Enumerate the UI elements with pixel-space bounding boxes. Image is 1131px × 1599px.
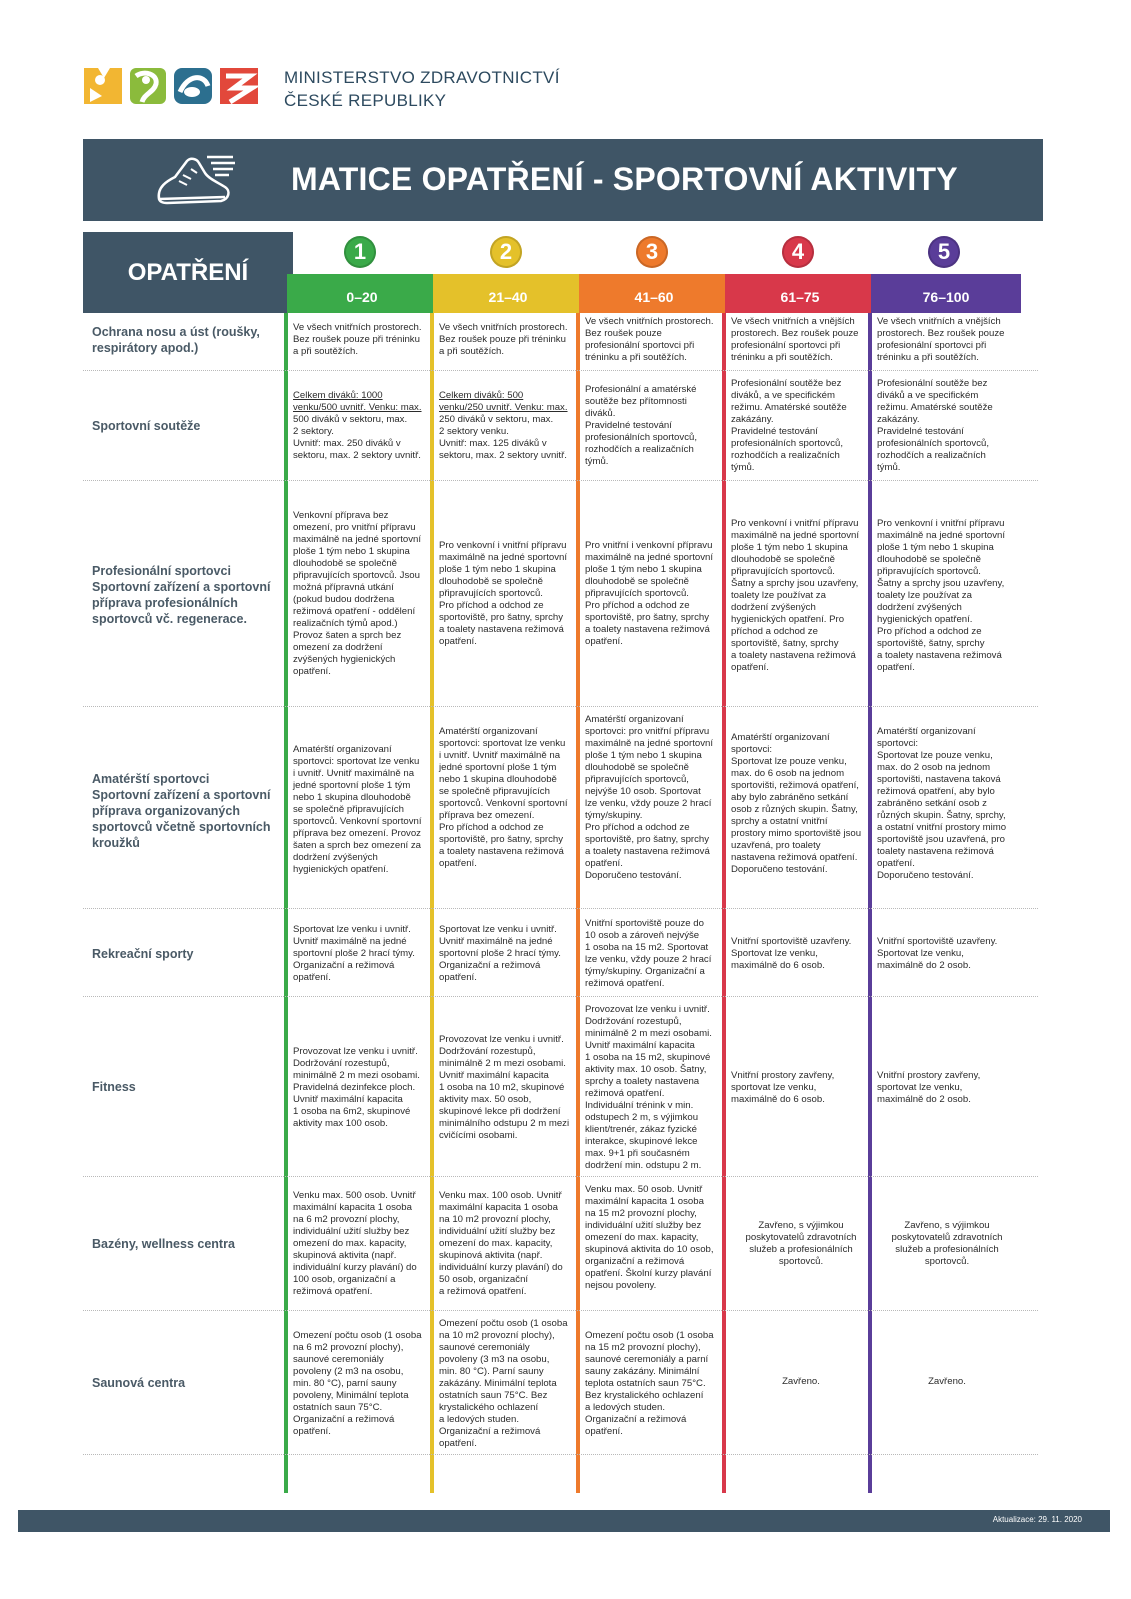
row-label-sauna-centers: Saunová centra: [92, 1376, 186, 1390]
table-cell: Amatérští organizovaní sportovci: sportovat lze venku i uvnitř. Uvnitř maximálně na jedné sportovní ploše 1 tým nebo 1 skupina dlouhodobě se společně připravujících sportovců. Venkovní sportovní příprava bez omezení. Pro příchod a odchod ze sportoviště, pro šatny, sprchy a toalety nastavena režimová opatření.: [439, 726, 568, 869]
level-line-1: [284, 313, 288, 1493]
cell-line: 2 sektory.: [293, 426, 334, 437]
row-separator: [83, 1176, 1038, 1177]
table-cell: Zavřeno, s výjimkou poskytovatelů zdravotních služeb a profesionálních sportovců.: [745, 1220, 857, 1267]
table-cell: Profesionální a amatérské soutěže bez přítomnosti diváků. Pravidelné testování profesionálních sportovců, rozhodčích a realizačních týmů.: [585, 384, 697, 467]
level-header-5: [871, 232, 1021, 313]
measures-header: OPATŘENÍ: [83, 232, 293, 313]
level-badge: 1: [344, 236, 376, 268]
table-cell: Provozovat lze venku i uvnitř. Dodržování rozestupů, minimálně 2 m mezi osobami. Uvnitř maximální kapacita 1 osoba na 15 m2, skupinové aktivity max. 10 osob. Šatny, sprchy a toalety nastavena režimová opatření. Individuální trénink v min. odstupech 2 m, s výjimkou klient/trenér, zákaz fyzické interakce, skupinové lekce max. 9+1 při současném dodržení min. odstupu 2 m.: [585, 1004, 712, 1171]
table-cell: Zavřeno.: [782, 1376, 820, 1387]
level-badge: 2: [490, 236, 522, 268]
table-cell: Venku max. 500 osob. Uvnitř maximální kapacita 1 osoba na 6 m2 provozní plochy, individuální užití služby bez omezení do max. kapacity, skupinová aktivita (např. individuální kurzy plavání) do 100 osob, organizační a režimová opatření.: [293, 1190, 417, 1297]
table-cell: [439, 390, 579, 462]
table-cell: Pro venkovní i vnitřní přípravu maximálně na jedné sportovní ploše 1 tým nebo 1 skupina dlouhodobě se společně připravujících sportovců. Šatny a sprchy jsou uzavřeny, toalety lze používat za dodržení zvýšených hygienických opatření. Pro příchod a odchod ze sportoviště, šatny, sprchy a toalety nastavena režimová opatření.: [731, 518, 859, 673]
table-cell: Omezení počtu osob (1 osoba na 10 m2 provozní plochy), saunové ceremoniály povoleny (3 m3 na osobu, min. 80 °C). Parní sauny zakázány. Minimální teplota ostatních saun 75°C. Bez krystalického ochlazení a ledových studen. Organizační a režimová opatření.: [439, 1318, 568, 1449]
table-cell: Pro vnitřní i venkovní přípravu maximálně na jedné sportovní ploše 1 tým nebo 1 skupina dlouhodobě se společně připravujících sportovců. Pro příchod a odchod ze sportoviště, pro šatny, sprchy a toalety nastavena režimová opatření.: [585, 540, 713, 647]
table-cell: Provozovat lze venku i uvnitř. Dodržování rozestupů, minimálně 2 m mezi osobami. Uvnitř maximální kapacita 1 osoba na 10 m2, skupinové aktivity max. 50 osob, skupinové lekce při dodržení minimálního odstupu 2 m mezi cvičícími osobami.: [439, 1034, 570, 1141]
level-header-2: [433, 232, 583, 313]
cell-line: Uvnitř: max. 125 diváků v: [439, 438, 547, 449]
row-separator: [83, 908, 1038, 909]
table-cell: Sportovat lze venku i uvnitř. Uvnitř maximálně na jedné sportovní ploše 2 hrací týmy. Organizační a režimová opatření.: [293, 924, 415, 983]
row-separator: [83, 1454, 1038, 1455]
ministry-line2: ČESKÉ REPUBLIKY: [284, 91, 447, 110]
ministry-line1: MINISTERSTVO ZDRAVOTNICTVÍ: [284, 68, 560, 87]
table-cell: Pro venkovní i vnitřní přípravu maximálně na jedné sportovní ploše 1 tým nebo 1 skupina dlouhodobě se společně připravujících sportovců. Šatny a sprchy jsou uzavřeny, toalety lze používat za dodržení zvýšených hygienických opatření. Pro příchod a odchod ze sportoviště, šatny, sprchy a toalety nastavena režimová opatření.: [877, 518, 1005, 673]
level-header-1: [287, 232, 437, 313]
row-label-face-masks: Ochrana nosu a úst (roušky, respirátory apod.): [92, 325, 260, 355]
update-date: Aktualizace: 29. 11. 2020: [992, 1515, 1082, 1524]
page-title: MATICE OPATŘENÍ - SPORTOVNÍ AKTIVITY: [291, 161, 958, 197]
level-range: 41–60: [579, 280, 729, 313]
table-cell: Omezení počtu osob (1 osoba na 15 m2 provozní plochy), saunové ceremoniály a parní sauny zakázány. Minimální teplota ostatních saun 75°C. Bez krystalického ochlazení a ledových studen. Organizační a režimová opatření.: [585, 1330, 714, 1437]
table-cell: Vnitřní prostory zavřeny, sportovat lze venku, maximálně do 6 osob.: [731, 1070, 835, 1105]
cell-line: 500 diváků v sektoru, max.: [293, 414, 408, 425]
level-header-4: [725, 232, 875, 313]
table-cell: Amatérští organizovaní sportovci: Sportovat lze pouze venku, max. do 6 osob na jednom sportovišti, režimová opatření, aby bylo zabráněno setkání osob z různých skupin. Šatny, sprchy a ostatní vnitřní prostory mimo sportoviště jsou uzavřená, pro toalety nastavena režimová opatření. Doporučeno testování.: [731, 732, 862, 875]
cell-line: sektoru, max. 2 sektory uvnitř.: [439, 450, 567, 461]
level-badge: 5: [928, 236, 960, 268]
cell-line: Celkem diváků: 1000: [293, 390, 383, 401]
table-cell: Venkovní příprava bez omezení, pro vnitřní přípravu maximálně na jedné sportovní ploše 1 tým nebo 1 skupina dlouhodobě se společně připravujících sportovců. Jsou možná přípravná utkání (pokud budou dodržena režimová opatření - oddělení realizačních týmů apod.) Provoz šaten a sprch bez omezení za dodržení zvýšených hygienických opatření.: [293, 510, 421, 677]
cell-line: venku/500 uvnitř. Venku: max.: [293, 402, 422, 413]
logo-mark-icon: [84, 66, 264, 106]
table-cell: Ve všech vnitřních a vnějších prostorech. Bez roušek pouze profesionální sportovci při tréninku a při soutěžích.: [731, 316, 859, 363]
cell-line: Celkem diváků: 500: [439, 390, 524, 401]
table-cell: Sportovat lze venku i uvnitř. Uvnitř maximálně na jedné sportovní ploše 2 hrací týmy. Organizační a režimová opatření.: [439, 924, 561, 983]
level-line-5: [868, 313, 872, 1493]
cell-line: 2 sektory venku.: [439, 426, 509, 437]
table-cell: Amatérští organizovaní sportovci: sportovat lze venku i uvnitř. Uvnitř maximálně na jedné sportovní ploše 1 tým nebo 1 skupina dlouhodobě se společně připravujících sportovců. Venkovní sportovní příprava bez omezení. Provoz šaten a sprch bez omezení za dodržení zvýšených hygienických opatření.: [293, 744, 422, 875]
ministry-logo: [84, 66, 264, 106]
level-badge: 3: [636, 236, 668, 268]
table-cell: Venku max. 50 osob. Uvnitř maximální kapacita 1 osoba na 15 m2 provozní plochy, individuální užití služby bez omezení do max. kapacity, skupinová aktivita do 10 osob, organizační a režimová opatření. Školní kurzy plavání nejsou povoleny.: [585, 1184, 714, 1291]
level-range: 21–40: [433, 280, 583, 313]
row-label-pools-wellness: Bazény, wellness centra: [92, 1237, 235, 1251]
level-header-3: [579, 232, 729, 313]
ministry-name: [284, 66, 560, 112]
cell-line: venku/250 uvnitř. Venku: max.: [439, 402, 568, 413]
level-range: 76–100: [871, 280, 1021, 313]
table-cell: Amatérští organizovaní sportovci: Sportovat lze pouze venku, max. do 2 osob na jednom sportovišti, nastavena taková režimová opatření, aby bylo zabráněno setkání osob z různých skupin. Šatny, sprchy, a ostatní vnitřní prostory mimo sportoviště jsou uzavřená, pro toalety nastavena režimová opatření. Doporučeno testování.: [877, 726, 1007, 881]
running-shoe-icon: [149, 147, 239, 213]
table-cell: Provozovat lze venku i uvnitř. Dodržování rozestupů, minimálně 2 m mezi osobami. Pravidelná dezinfekce ploch. Uvnitř maximální kapacita 1 osoba na 6m2, skupinové aktivity max 100 osob.: [293, 1046, 420, 1129]
table-cell: Vnitřní sportoviště uzavřeny. Sportovat lze venku, maximálně do 6 osob.: [731, 936, 852, 971]
footer-bar: [18, 1510, 1110, 1532]
table-cell: Ve všech vnitřních prostorech. Bez roušek pouze při tréninku a při soutěžích.: [293, 322, 422, 357]
row-separator: [83, 480, 1038, 481]
row-separator: [83, 1310, 1038, 1311]
table-cell: Ve všech vnitřních a vnějších prostorech. Bez roušek pouze profesionální sportovci při tréninku a při soutěžích.: [877, 316, 1005, 363]
row-separator: [83, 370, 1038, 371]
table-cell: Vnitřní sportoviště pouze do 10 osob a zároveň nejvýše 1 osoba na 15 m2. Sportovat lze venku, vždy pouze 2 hrací týmy/skupiny. Organizační a režimová opatření.: [585, 918, 712, 989]
table-cell: Vnitřní sportoviště uzavřeny. Sportovat lze venku, maximálně do 2 osob.: [877, 936, 998, 971]
cell-line: Uvnitř: max. 250 diváků v: [293, 438, 401, 449]
row-separator: [83, 706, 1038, 707]
table-cell: Amatérští organizovaní sportovci: pro vnitřní přípravu maximálně na jedné sportovní ploše 1 tým nebo 1 skupina dlouhodobě se společně připravujících sportovců, nejvýše 10 osob. Sportovat lze venku, vždy pouze 2 hrací týmy/skupiny. Pro příchod a odchod ze sportoviště, pro šatny, sprchy a toalety nastavena režimová opatření. Doporučeno testování.: [585, 714, 713, 881]
level-badge: 4: [782, 236, 814, 268]
table-cell: Ve všech vnitřních prostorech. Bez roušek pouze profesionální sportovci při tréninku a při soutěžích.: [585, 316, 714, 363]
row-separator: [83, 996, 1038, 997]
row-label-competitions: Sportovní soutěže: [92, 419, 201, 433]
level-line-3: [576, 313, 580, 1493]
table-cell: Vnitřní prostory zavřeny, sportovat lze venku, maximálně do 2 osob.: [877, 1070, 981, 1105]
title-banner: [83, 139, 1043, 221]
row-label-amateur-athletes: Amatérští sportovci Sportovní zařízení a sportovní příprava organizovaných sportovců včetně sportovních kroužků: [92, 772, 271, 850]
cell-line: sektoru, max. 2 sektory uvnitř.: [293, 450, 421, 461]
table-cell: Zavřeno.: [928, 1376, 966, 1387]
level-line-4: [722, 313, 726, 1493]
table-cell: Pro venkovní i vnitřní přípravu maximálně na jedné sportovní ploše 1 tým nebo 1 skupina dlouhodobě se společně připravujících sportovců. Pro příchod a odchod ze sportoviště, pro šatny, sprchy a toalety nastavena režimová opatření.: [439, 540, 567, 647]
level-line-2: [430, 313, 434, 1493]
row-label-professional-athletes: Profesionální sportovci Sportovní zařízení a sportovní příprava profesionálních sportovců vč. regenerace.: [92, 564, 271, 626]
level-range: 61–75: [725, 280, 875, 313]
table-cell: Profesionální soutěže bez diváků, a ve specifickém režimu. Amatérské soutěže zakázány. Pravidelné testování profesionálních sportovců, rozhodčích a realizačních týmů.: [731, 378, 847, 473]
table-cell: Ve všech vnitřních prostorech. Bez roušek pouze při tréninku a při soutěžích.: [439, 322, 568, 357]
table-cell: [293, 390, 433, 462]
cell-line: 250 diváků v sektoru, max.: [439, 414, 554, 425]
table-cell: Zavřeno, s výjimkou poskytovatelů zdravotních služeb a profesionálních sportovců.: [891, 1220, 1003, 1267]
level-range: 0–20: [287, 280, 437, 313]
table-cell: Omezení počtu osob (1 osoba na 6 m2 provozní plochy), saunové ceremoniály povoleny (2 m3 na osobu, min. 80 °C), parní sauny povoleny, Minimální teplota ostatních saun 75°C. Organizační a režimová opatření.: [293, 1330, 422, 1437]
table-cell: Profesionální soutěže bez diváků a ve specifickém režimu. Amatérské soutěže zakázány. Pravidelné testování profesionálních sportovců, rozhodčích a realizačních týmů.: [877, 378, 993, 473]
table-cell: Venku max. 100 osob. Uvnitř maximální kapacita 1 osoba na 10 m2 provozní plochy, individuální užití služby bez omezení do max. kapacity, skupinová aktivita (např. individuální kurzy plavání) do 50 osob, organizační a režimová opatření.: [439, 1190, 563, 1297]
row-label-recreational-sports: Rekreační sporty: [92, 947, 194, 961]
row-label-fitness: Fitness: [92, 1080, 136, 1094]
